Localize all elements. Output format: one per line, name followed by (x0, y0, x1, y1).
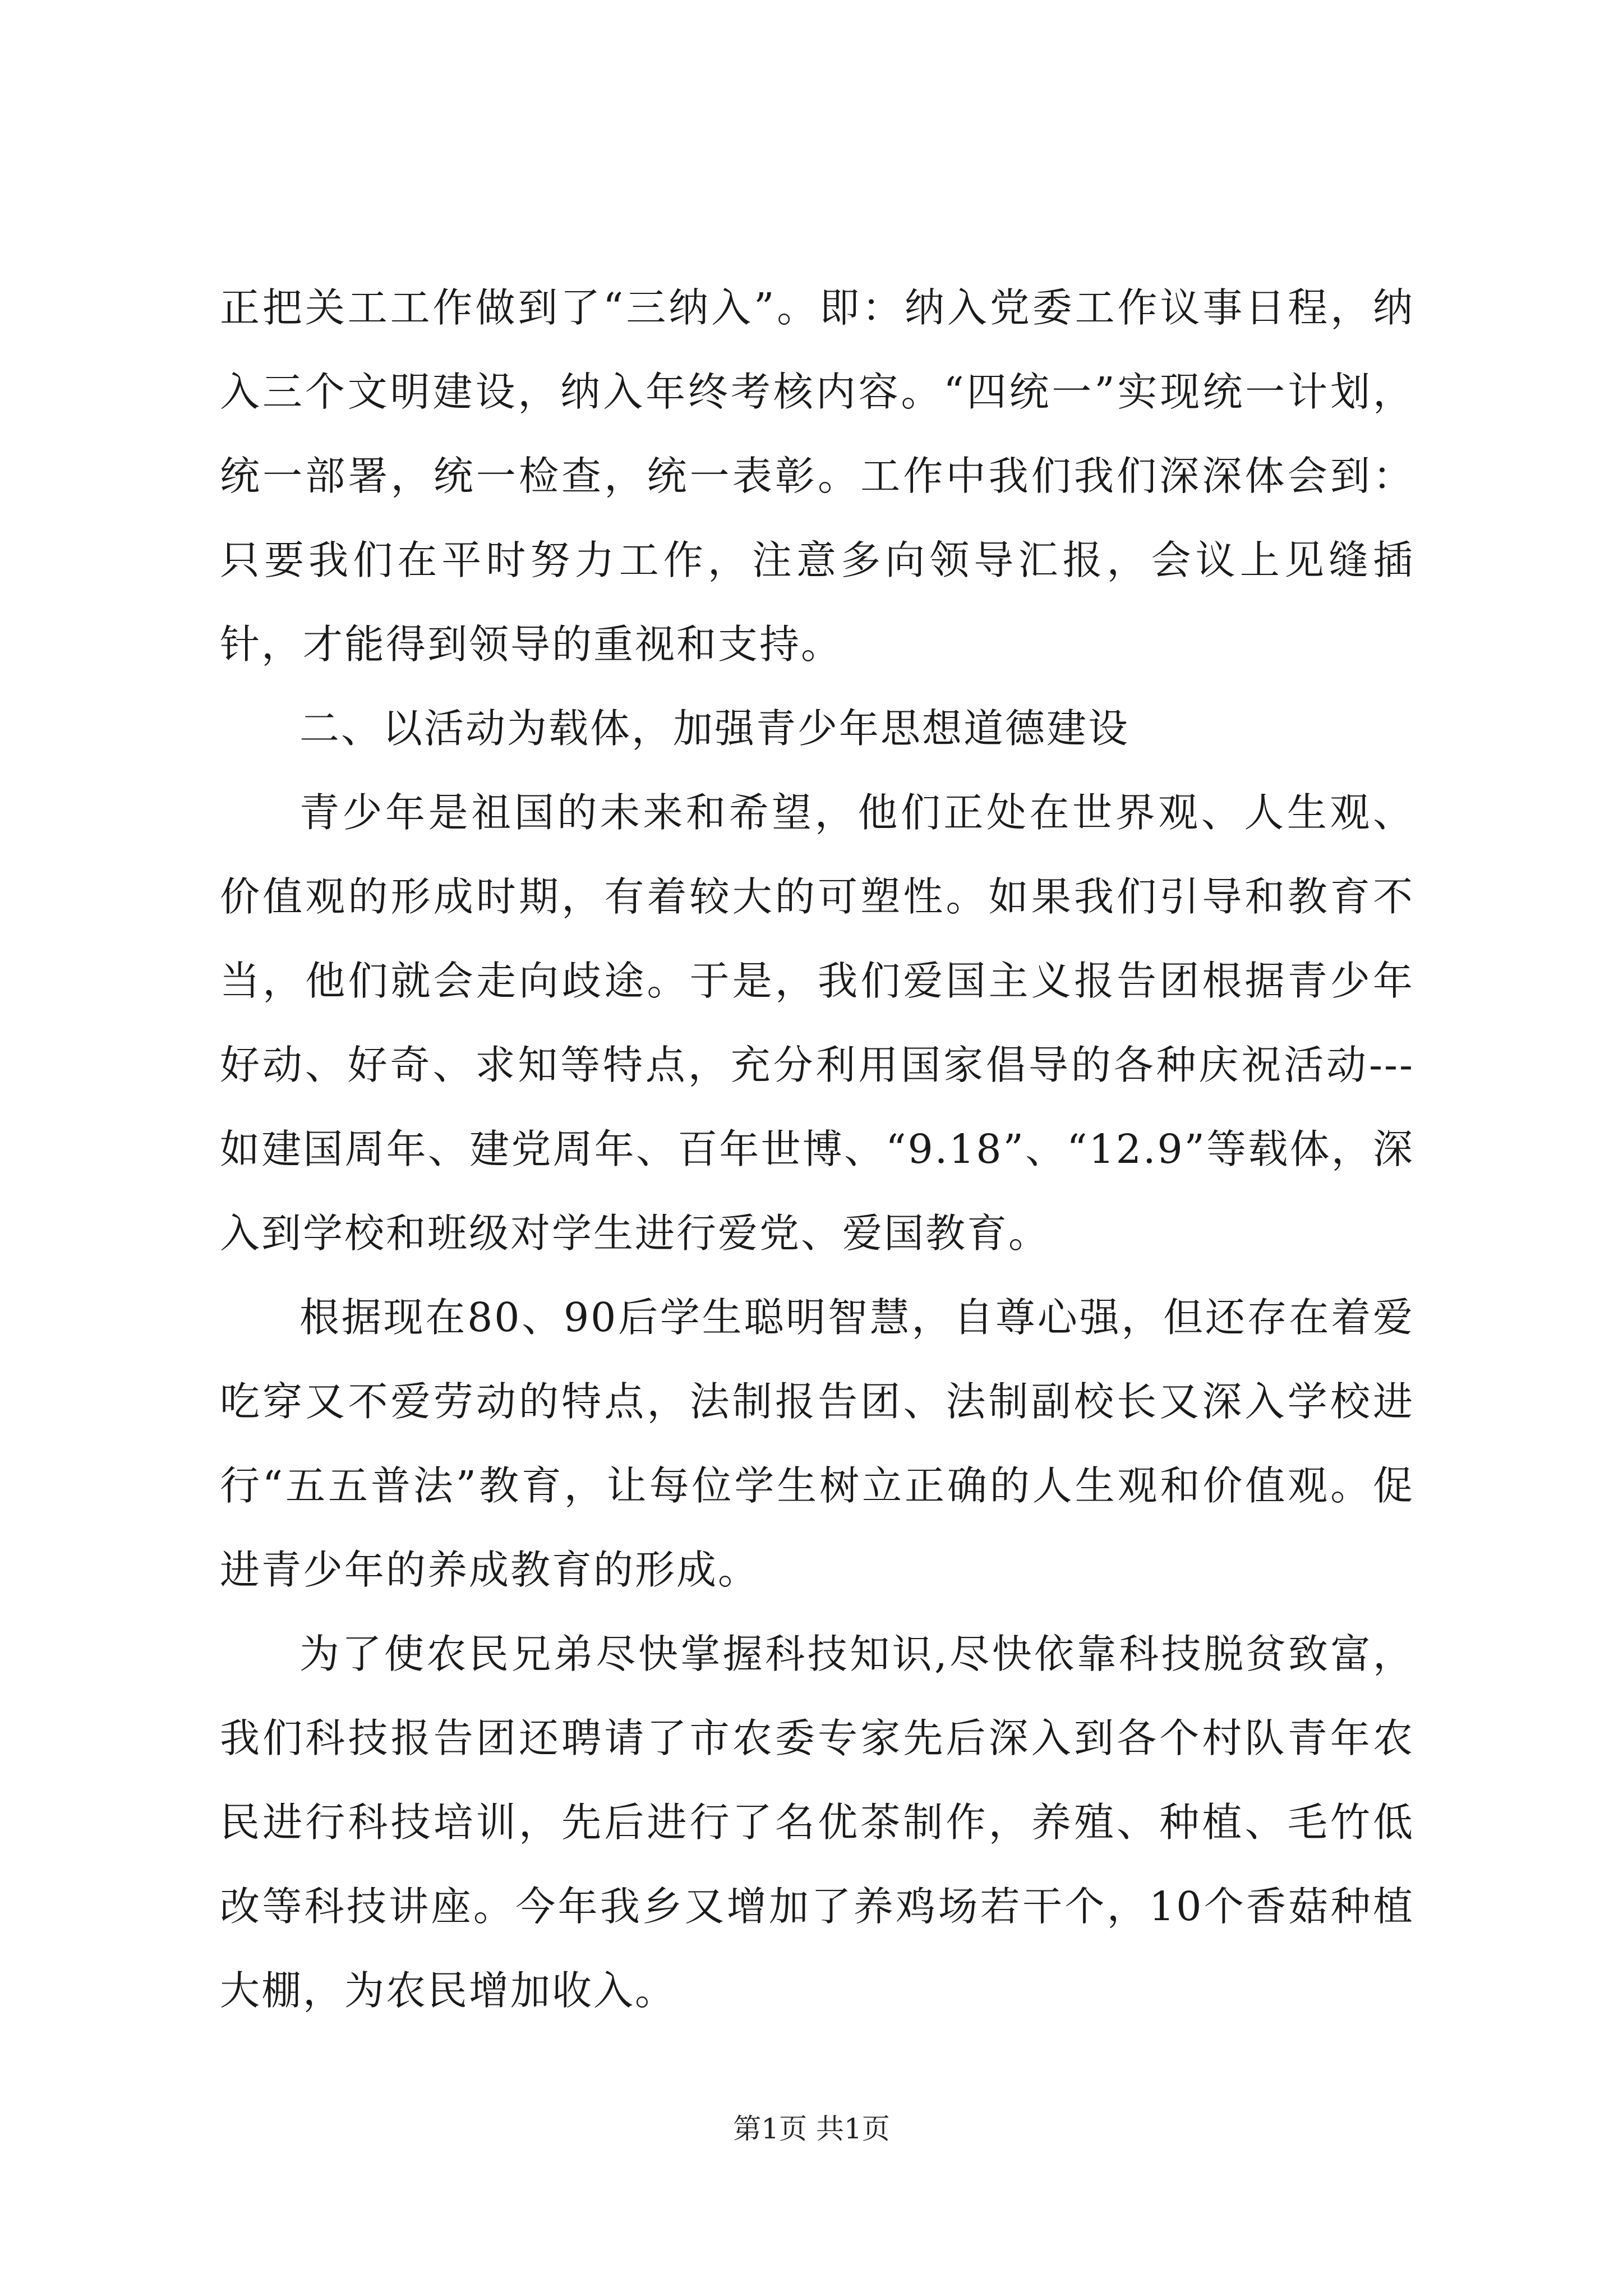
paragraph-legal-education: 根据现在80、90后学生聪明智慧，自尊心强，但还存在着爱吃穿又不爱劳动的特点，法制报告团、法制副校长又深入学校进行“五五普法”教育，让每位学生树立正确的人生观和价值观。促进青少年的养成教育的形成。 (220, 1294, 1414, 1593)
section-heading: 二、以活动为载体，加强青少年思想道德建设 (299, 705, 1130, 752)
document-body (220, 266, 1414, 2033)
paragraph-technology-training: 为了使农民兄弟尽快掌握科技知识,尽快依靠科技脱贫致富，我们科技报告团还聘请了市农委专家先后深入到各个村队青年农民进行科技培训，先后进行了名优茶制作，养殖、种植、毛竹低改等科技讲座。今年我乡又增加了养鸡场若干个，10个香菇种植大棚，为农民增加收入。 (220, 1631, 1414, 2014)
page-number-footer: 第1页 共1页 (733, 2113, 890, 2145)
paragraph-youth: 青少年是祖国的未来和希望，他们正处在世界观、人生观、价值观的形成时期，有着较大的可塑性。如果我们引导和教育不当，他们就会走向歧途。于是，我们爱国主义报告团根据青少年好动、好奇、求知等特点，充分利用国家倡导的各种庆祝活动---如建国周年、建党周年、百年世博、“9.18”、“12.9”等载体，深入到学校和班级对学生进行爱党、爱国教育。 (220, 789, 1414, 1257)
paragraph-continued: 正把关工工作做到了“三纳入”。即：纳入党委工作议事日程，纳入三个文明建设，纳入年终考核内容。“四统一”实现统一计划，统一部署，统一检查，统一表彰。工作中我们我们深深体会到：只要我们在平时努力工作，注意多向领导汇报，会议上见缝插针，才能得到领导的重视和支持。 (220, 284, 1414, 668)
